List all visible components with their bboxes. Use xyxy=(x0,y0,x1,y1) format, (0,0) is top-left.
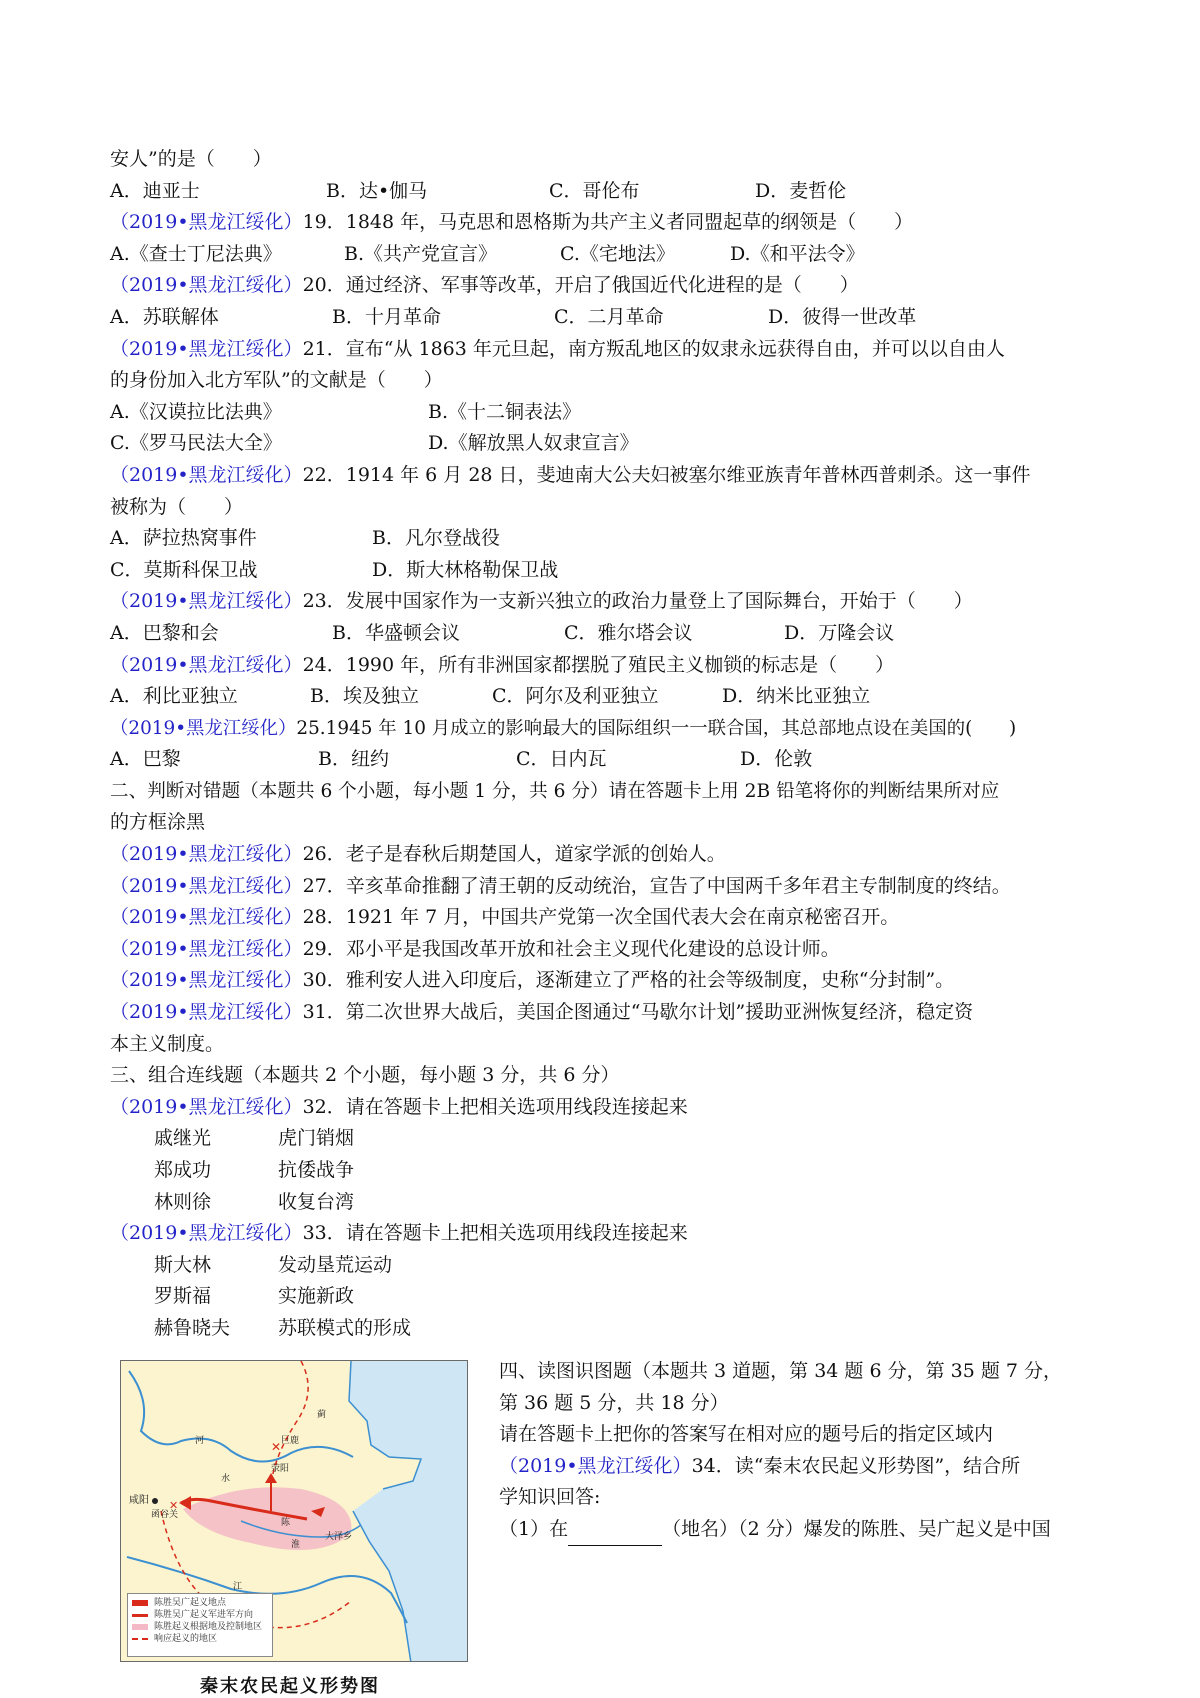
option-a: A．迪亚士 xyxy=(110,179,200,202)
map-label: 巨鹿 xyxy=(281,1436,300,1446)
option-d: D．伦敦 xyxy=(740,748,813,771)
map-label: 咸阳 xyxy=(129,1495,149,1506)
section4-instruction: 请在答题卡上把你的答案写在相对应的题号后的指定区域内 xyxy=(499,1423,994,1446)
q27 xyxy=(110,871,1095,903)
xianyang-dot xyxy=(152,1498,158,1504)
match-row xyxy=(110,1313,1095,1345)
option-d: D．麦哲伦 xyxy=(755,179,847,202)
source-tag: （2019•黑龙江绥化） xyxy=(110,590,303,613)
option-d: D．斯大林格勒保卫战 xyxy=(372,558,559,581)
q22-stem-cont: 被称为（ ） xyxy=(110,495,244,518)
q19-stem xyxy=(110,207,1095,239)
match-left: 林则徐 xyxy=(154,1190,212,1213)
option-c: C．雅尔塔会议 xyxy=(564,621,693,644)
source-tag: （2019•黑龙江绥化） xyxy=(110,906,303,929)
q30 xyxy=(110,965,1095,997)
option-a: A．巴黎和会 xyxy=(110,621,219,644)
sea-area xyxy=(349,1361,468,1662)
legend-swatch xyxy=(132,1614,148,1617)
option-b: B．埃及独立 xyxy=(310,685,419,708)
q26 xyxy=(110,839,1095,871)
match-right: 虎门销烟 xyxy=(278,1127,355,1150)
option-d: D．纳米比亚独立 xyxy=(722,685,871,708)
q34-stem-cont: 学知识回答: xyxy=(499,1486,601,1509)
match-left: 郑成功 xyxy=(154,1159,212,1181)
source-tag: （2019•黑龙江绥化） xyxy=(110,1222,303,1245)
legend-label: 陈胜吴广起义军进军方向 xyxy=(154,1610,254,1620)
option-b: B．凡尔登战役 xyxy=(372,527,500,550)
question-text: 33．请在答题卡上把相关选项用线段连接起来 xyxy=(302,1222,688,1245)
question-text: 32．请在答题卡上把相关选项用线段连接起来 xyxy=(302,1095,688,1118)
question-text: 22．1914 年 6 月 28 日，斐迪南大公夫妇被塞尔维亚族青年普林西普刺杀。这一事件 xyxy=(302,463,1031,486)
option-c: C.《宅地法》 xyxy=(560,242,675,265)
answer-blank[interactable] xyxy=(568,1523,662,1546)
question-text: 24．1990 年，所有非洲国家都摆脱了殖民主义枷锁的标志是（ ） xyxy=(302,653,895,676)
match-row xyxy=(110,1155,1095,1187)
source-tag: （2019•黑龙江绥化） xyxy=(110,211,303,234)
option-c: C．哥伦布 xyxy=(549,179,640,202)
legend-item xyxy=(154,1621,268,1633)
map-label: 陈 xyxy=(281,1518,291,1528)
map-figure xyxy=(120,1360,468,1697)
match-left: 赫鲁晓夫 xyxy=(154,1316,231,1339)
map-label: 函谷关 xyxy=(151,1510,179,1520)
q18-tail: 安人”的是（ ） xyxy=(110,148,272,170)
option-d: D.《和平法令》 xyxy=(730,242,865,265)
option-b: B．达•伽马 xyxy=(326,179,428,202)
statement-text: 30．雅利安人进入印度后，逐渐建立了严格的社会等级制度，史称“分封制”。 xyxy=(302,969,955,992)
q23-stem xyxy=(110,586,1095,618)
statement-text: 26．老子是春秋后期楚国人，道家学派的创始人。 xyxy=(302,843,726,866)
map-caption: 秦末农民起义形势图 xyxy=(200,1676,380,1697)
q34-sub1 xyxy=(499,1514,1099,1546)
source-tag: （2019•黑龙江绥化） xyxy=(499,1454,692,1477)
option-a: A.《汉谟拉比法典》 xyxy=(110,400,282,423)
option-c: C.《罗马民法大全》 xyxy=(110,432,282,455)
q22-stem xyxy=(110,460,1095,492)
q29 xyxy=(110,934,1095,966)
legend-swatch xyxy=(132,1600,148,1606)
q28 xyxy=(110,902,1095,934)
option-a: A．利比亚独立 xyxy=(110,685,238,708)
arrow-head xyxy=(179,1496,191,1510)
match-left: 斯大林 xyxy=(154,1253,212,1276)
map-label: 淮 xyxy=(291,1540,301,1550)
option-b: B．华盛顿会议 xyxy=(332,621,460,644)
question-text: 34．读“秦末农民起义形势图”，结合所 xyxy=(691,1454,1021,1477)
match-row xyxy=(110,1250,1095,1282)
source-tag: （2019•黑龙江绥化） xyxy=(110,274,303,297)
battle-mark: ✕ xyxy=(271,1440,282,1454)
option-b: B.《共产党宣言》 xyxy=(344,242,498,265)
source-tag: （2019•黑龙江绥化） xyxy=(110,1095,303,1118)
match-right: 苏联模式的形成 xyxy=(278,1316,412,1339)
map-label: 河 xyxy=(195,1436,205,1446)
section4-heading-cont: 第 36 题 5 分，共 18 分） xyxy=(499,1391,729,1414)
match-row xyxy=(110,1281,1095,1313)
source-tag: （2019•黑龙江绥化） xyxy=(110,463,303,486)
q22-options-row2 xyxy=(110,555,1095,587)
option-d: D.《解放黑人奴隶宣言》 xyxy=(428,432,639,455)
source-tag: （2019•黑龙江绥化） xyxy=(110,843,303,866)
source-tag: （2019•黑龙江绥化） xyxy=(110,969,303,992)
battle-mark: ✕ xyxy=(169,1499,179,1512)
map-label: 江 xyxy=(233,1582,243,1592)
option-b: B．十月革命 xyxy=(332,305,441,328)
source-tag: （2019•黑龙江绥化） xyxy=(110,653,303,676)
match-row xyxy=(110,1187,1095,1219)
q20-options xyxy=(110,302,1095,334)
legend-swatch xyxy=(132,1638,148,1640)
map-label: 蓟 xyxy=(317,1410,327,1420)
q21-stem xyxy=(110,334,1095,366)
option-c: C．二月革命 xyxy=(554,305,664,328)
q18-options xyxy=(110,176,1095,208)
source-tag: （2019•黑龙江绥化） xyxy=(110,717,297,739)
map-legend xyxy=(127,1593,273,1657)
option-a: A．巴黎 xyxy=(110,748,181,771)
match-row xyxy=(110,1123,1095,1155)
section2-heading: 二、判断对错题（本题共 6 个小题，每小题 1 分，共 6 分）请在答题卡上用 2B 铅笔将你的判断结果所对应 xyxy=(110,780,1000,802)
question-text: 25.1945 年 10 月成立的影响最大的国际组织一一联合国，其总部地点设在美国的( ) xyxy=(296,717,1017,739)
legend-label: 响应起义的地区 xyxy=(154,1634,218,1644)
q20-stem xyxy=(110,270,1095,302)
q31 xyxy=(110,997,1095,1029)
q19-options xyxy=(110,239,1095,271)
option-b: B．纽约 xyxy=(318,748,389,771)
match-right: 发动垦荒运动 xyxy=(278,1253,393,1276)
source-tag: （2019•黑龙江绥化） xyxy=(110,337,303,360)
section3-heading: 三、组合连线题（本题共 2 个小题，每小题 3 分，共 6 分） xyxy=(110,1064,620,1087)
map-label: 水 xyxy=(221,1474,231,1484)
statement-text: 28．1921 年 7 月，中国共产党第一次全国代表大会在南京秘密召开。 xyxy=(302,906,900,929)
q33-stem xyxy=(110,1218,1095,1250)
option-a: A.《查士丁尼法典》 xyxy=(110,242,282,265)
option-a: A．苏联解体 xyxy=(110,305,219,328)
match-left: 戚继光 xyxy=(154,1127,212,1150)
option-c: C．阿尔及利亚独立 xyxy=(492,685,659,708)
q21-stem-cont: 的身份加入北方军队”的文献是（ ） xyxy=(110,369,443,392)
legend-item xyxy=(154,1597,268,1609)
legend-item xyxy=(154,1609,268,1621)
legend-label: 陈胜吴广起义地点 xyxy=(154,1598,227,1608)
source-tag: （2019•黑龙江绥化） xyxy=(110,1001,303,1024)
question-text: 19．1848 年，马克思和恩格斯为共产主义者同盟起草的纲领是（ ） xyxy=(302,211,914,234)
section4-column xyxy=(499,1356,1099,1546)
source-tag: （2019•黑龙江绥化） xyxy=(110,874,303,897)
q21-options-row1 xyxy=(110,397,1095,429)
q24-options xyxy=(110,681,1095,713)
option-d: D．万隆会议 xyxy=(784,621,895,644)
section2-heading-cont: 的方框涂黑 xyxy=(110,811,206,834)
question-text: 20．通过经济、军事等改革，开启了俄国近代化进程的是（ ） xyxy=(302,274,859,297)
match-left: 罗斯福 xyxy=(154,1285,212,1308)
sub-question-text: （地名）（2 分）爆发的陈胜、吴广起义是中国 xyxy=(662,1517,1051,1540)
q23-options xyxy=(110,618,1095,650)
q24-stem xyxy=(110,650,1095,682)
question-text: 23．发展中国家作为一支新兴独立的政治力量登上了国际舞台，开始于（ ） xyxy=(302,590,973,613)
q25-stem xyxy=(110,713,1095,745)
match-right: 收复台湾 xyxy=(278,1190,355,1213)
option-d: D．彼得一世改革 xyxy=(768,305,917,328)
legend-label: 陈胜起义根据地及控制地区 xyxy=(154,1622,263,1632)
statement-text: 27．辛亥革命推翻了清王朝的反动统治，宣告了中国两千多年君主专制制度的终结。 xyxy=(302,874,1011,897)
question-text: 21．宣布“从 1863 年元旦起，南方叛乱地区的奴隶永远获得自由，并可以以自由人 xyxy=(302,337,1005,360)
option-a: A．萨拉热窝事件 xyxy=(110,527,257,550)
section4-heading: 四、读图识图题（本题共 3 道题，第 34 题 6 分，第 35 题 7 分， xyxy=(499,1360,1063,1382)
q34-stem xyxy=(499,1451,1099,1483)
legend-swatch xyxy=(132,1624,148,1630)
legend-item xyxy=(154,1633,268,1645)
q22-options-row1 xyxy=(110,523,1095,555)
statement-text: 31．第二次世界大战后，美国企图通过“马歇尔计划”援助亚洲恢复经济，稳定资 xyxy=(302,1001,974,1024)
statement-text: 29．邓小平是我国改革开放和社会主义现代化建设的总设计师。 xyxy=(302,937,840,960)
q25-options xyxy=(110,744,1095,776)
map-label: 大泽乡 xyxy=(325,1532,353,1542)
arrow-head xyxy=(265,1473,277,1483)
q31-cont: 本主义制度。 xyxy=(110,1032,225,1055)
map-label: 荥阳 xyxy=(271,1464,290,1474)
sub-question-prefix: （1）在 xyxy=(499,1517,569,1540)
option-c: C．日内瓦 xyxy=(516,748,607,771)
option-c: C．莫斯科保卫战 xyxy=(110,558,258,581)
q32-stem xyxy=(110,1092,1095,1124)
question-list xyxy=(110,144,1095,1345)
option-b: B.《十二铜表法》 xyxy=(428,400,582,423)
match-right: 抗倭战争 xyxy=(278,1159,355,1181)
q21-options-row2 xyxy=(110,428,1095,460)
source-tag: （2019•黑龙江绥化） xyxy=(110,937,303,960)
qin-uprising-map xyxy=(120,1360,468,1662)
match-right: 实施新政 xyxy=(278,1285,355,1308)
